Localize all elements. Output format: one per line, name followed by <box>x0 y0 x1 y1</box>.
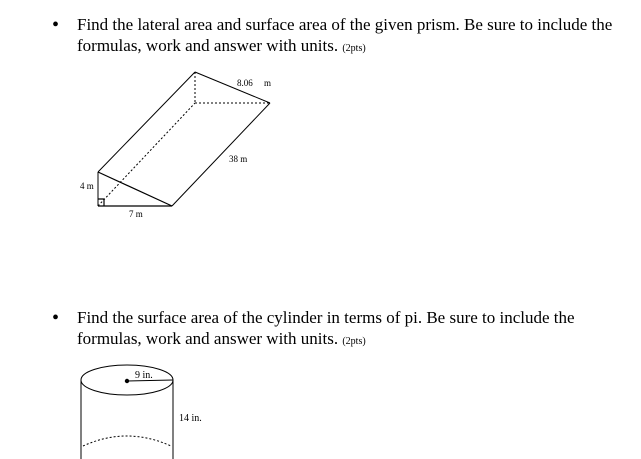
question-2-prompt: Find the surface area of the cylinder in terms of pi. Be sure to include the formulas, work and answer with units. <box>77 308 575 348</box>
length-label: 38 m <box>229 154 248 164</box>
radius-label: 9 in. <box>135 370 153 381</box>
cylinder-bottom-hidden <box>83 436 171 446</box>
cylinder-height-label: 14 in. <box>179 413 202 424</box>
question-1-prompt: Find the lateral area and surface area of the given prism. Be sure to include the formulas, work and answer with units. <box>77 15 613 55</box>
question-2-points: (2pts) <box>342 336 366 347</box>
bullet: • <box>52 307 60 329</box>
question-1-points: (2pts) <box>342 43 366 54</box>
height-label: 4 m <box>80 181 94 191</box>
base-label: 7 m <box>129 209 143 219</box>
bullet: • <box>52 14 60 36</box>
width-label: 8.06 <box>237 78 253 88</box>
width-unit-label: m <box>264 78 272 88</box>
